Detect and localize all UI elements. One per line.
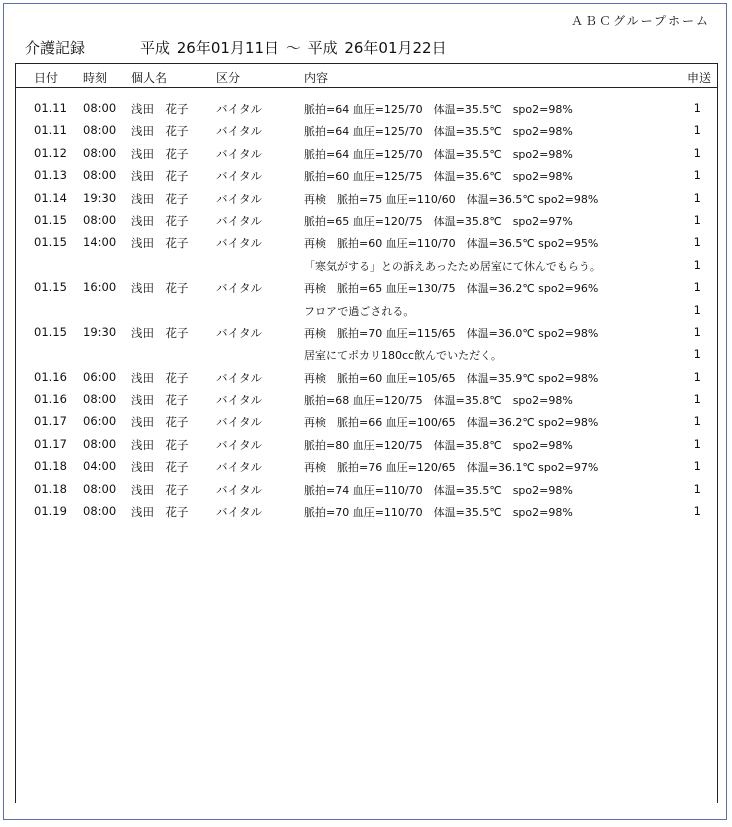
table-row xyxy=(16,97,717,119)
record-content: 再検 脈拍=70 血圧=115/65 体温=36.0℃ spo2=98% xyxy=(304,326,599,340)
record-time: 08:00 xyxy=(83,481,117,496)
record-time: 08:00 xyxy=(83,436,117,451)
record-name: 浅田 花子 xyxy=(131,146,189,161)
record-time: 08:00 xyxy=(83,123,117,138)
record-date: 01.19 xyxy=(34,504,67,519)
record-time: 08:00 xyxy=(83,212,117,227)
record-category: バイタル xyxy=(216,437,262,452)
record-time: 19:30 xyxy=(83,324,117,339)
record-name: 浅田 花子 xyxy=(131,482,189,497)
table-row xyxy=(16,164,717,186)
record-report-flag: 1 xyxy=(693,369,701,384)
record-category: バイタル xyxy=(216,146,262,161)
record-date: 01.13 xyxy=(34,168,67,183)
table-row xyxy=(16,299,717,321)
column-header-report: 申送 xyxy=(686,71,711,85)
record-date: 01.14 xyxy=(34,190,67,205)
record-report-flag: 1 xyxy=(693,212,701,227)
record-category: バイタル xyxy=(216,393,262,408)
record-report-flag: 1 xyxy=(693,235,701,250)
record-category: バイタル xyxy=(216,505,262,520)
table-row xyxy=(16,254,717,276)
record-time: 08:00 xyxy=(83,504,117,519)
record-category: バイタル xyxy=(216,169,262,184)
record-content: 脈拍=80 血圧=120/75 体温=35.8℃ spo2=98% xyxy=(304,438,573,452)
table-body xyxy=(16,97,717,522)
record-content: 再検 脈拍=60 血圧=110/70 体温=36.5℃ spo2=95% xyxy=(304,237,599,251)
record-report-flag: 1 xyxy=(693,481,701,496)
record-time: 06:00 xyxy=(83,369,117,384)
record-date: 01.18 xyxy=(34,459,67,474)
record-category: バイタル xyxy=(216,370,262,385)
record-report-flag: 1 xyxy=(693,145,701,160)
record-category: バイタル xyxy=(216,191,262,206)
record-content: 再検 脈拍=75 血圧=110/60 体温=36.5℃ spo2=98% xyxy=(304,192,599,206)
record-name: 浅田 花子 xyxy=(131,236,189,251)
record-content: 脈拍=74 血圧=110/70 体温=35.5℃ spo2=98% xyxy=(304,483,573,497)
record-content: 脈拍=70 血圧=110/70 体温=35.5℃ spo2=98% xyxy=(304,506,573,520)
record-name: 浅田 花子 xyxy=(131,437,189,452)
record-time: 14:00 xyxy=(83,235,117,250)
column-header-content: 内容 xyxy=(304,71,329,85)
record-time: 04:00 xyxy=(83,459,117,474)
record-name: 浅田 花子 xyxy=(131,169,189,184)
record-time: 08:00 xyxy=(83,168,117,183)
record-date: 01.18 xyxy=(34,481,67,496)
column-header-category: 区分 xyxy=(216,71,241,85)
column-header-time: 時刻 xyxy=(83,71,108,85)
record-content: 再検 脈拍=60 血圧=105/65 体温=35.9℃ spo2=98% xyxy=(304,371,599,385)
record-category: バイタル xyxy=(216,124,262,139)
organization-name: ＡＢＣグループホーム xyxy=(570,14,710,28)
record-content: フロアで過ごされる。 xyxy=(304,304,415,318)
record-name: 浅田 花子 xyxy=(131,370,189,385)
record-name: 浅田 花子 xyxy=(131,124,189,139)
record-report-flag: 1 xyxy=(693,302,701,317)
record-time: 08:00 xyxy=(83,145,117,160)
record-category: バイタル xyxy=(216,236,262,251)
record-report-flag: 1 xyxy=(693,414,701,429)
record-category: バイタル xyxy=(216,281,262,296)
record-name: 浅田 花子 xyxy=(131,393,189,408)
record-content: 脈拍=64 血圧=125/70 体温=35.5℃ spo2=98% xyxy=(304,147,573,161)
table-row xyxy=(16,142,717,164)
record-name: 浅田 花子 xyxy=(131,325,189,340)
table-row xyxy=(16,366,717,388)
record-content: 脈拍=68 血圧=120/75 体温=35.8℃ spo2=98% xyxy=(304,394,573,408)
table-row xyxy=(16,500,717,522)
record-report-flag: 1 xyxy=(693,436,701,451)
table-row xyxy=(16,455,717,477)
record-category: バイタル xyxy=(216,415,262,430)
table-header xyxy=(16,64,717,88)
record-category: バイタル xyxy=(216,213,262,228)
record-date: 01.16 xyxy=(34,392,67,407)
record-time: 19:30 xyxy=(83,190,117,205)
record-report-flag: 1 xyxy=(693,257,701,272)
table-row xyxy=(16,187,717,209)
record-time: 08:00 xyxy=(83,392,117,407)
record-name: 浅田 花子 xyxy=(131,460,189,475)
record-report-flag: 1 xyxy=(693,190,701,205)
table-row xyxy=(16,433,717,455)
record-category: バイタル xyxy=(216,325,262,340)
record-report-flag: 1 xyxy=(693,168,701,183)
record-report-flag: 1 xyxy=(693,280,701,295)
record-content: 脈拍=64 血圧=125/70 体温=35.5℃ spo2=98% xyxy=(304,103,573,116)
record-name: 浅田 花子 xyxy=(131,213,189,228)
column-header-date: 日付 xyxy=(34,71,59,85)
record-content: 居室にてポカリ180cc飲んでいただく。 xyxy=(304,349,502,363)
table-row xyxy=(16,410,717,432)
record-time: 06:00 xyxy=(83,414,117,429)
record-content: 脈拍=65 血圧=120/75 体温=35.8℃ spo2=97% xyxy=(304,214,573,228)
table-row xyxy=(16,276,717,298)
record-date: 01.15 xyxy=(34,280,67,295)
record-date: 01.15 xyxy=(34,324,67,339)
table-row xyxy=(16,231,717,253)
record-report-flag: 1 xyxy=(693,347,701,362)
record-category: バイタル xyxy=(216,102,262,116)
record-name: 浅田 花子 xyxy=(131,102,189,116)
record-date: 01.17 xyxy=(34,414,67,429)
column-header-name: 個人名 xyxy=(131,71,168,85)
table-row xyxy=(16,343,717,365)
table-row xyxy=(16,209,717,231)
record-content: 再検 脈拍=65 血圧=130/75 体温=36.2℃ spo2=96% xyxy=(304,282,599,296)
table-row xyxy=(16,119,717,141)
record-name: 浅田 花子 xyxy=(131,505,189,520)
record-report-flag: 1 xyxy=(693,504,701,519)
record-time: 16:00 xyxy=(83,280,117,295)
table-row xyxy=(16,478,717,500)
record-date: 01.12 xyxy=(34,145,67,160)
record-content: 脈拍=64 血圧=125/70 体温=35.5℃ spo2=98% xyxy=(304,125,573,139)
record-report-flag: 1 xyxy=(693,324,701,339)
record-name: 浅田 花子 xyxy=(131,415,189,430)
record-name: 浅田 花子 xyxy=(131,191,189,206)
record-content: 脈拍=60 血圧=125/75 体温=35.6℃ spo2=98% xyxy=(304,170,573,184)
record-date: 01.15 xyxy=(34,235,67,250)
record-content: 再検 脈拍=76 血圧=120/65 体温=36.1℃ spo2=97% xyxy=(304,461,599,475)
record-category: バイタル xyxy=(216,460,262,475)
record-date: 01.11 xyxy=(34,123,67,138)
record-report-flag: 1 xyxy=(693,459,701,474)
record-date: 01.17 xyxy=(34,436,67,451)
record-content: 「寒気がする」との訴えあったため居室にて休んでもらう。 xyxy=(304,259,601,273)
record-category: バイタル xyxy=(216,482,262,497)
record-name: 浅田 花子 xyxy=(131,281,189,296)
record-date: 01.16 xyxy=(34,369,67,384)
table-row xyxy=(16,321,717,343)
record-time: 08:00 xyxy=(83,101,117,115)
table-row xyxy=(16,388,717,410)
report-title: 介護記録 xyxy=(25,39,86,57)
care-record-table xyxy=(15,63,718,803)
record-content: 再検 脈拍=66 血圧=100/65 体温=36.2℃ spo2=98% xyxy=(304,416,599,430)
record-report-flag: 1 xyxy=(693,101,701,115)
record-date: 01.11 xyxy=(34,101,67,115)
record-report-flag: 1 xyxy=(693,392,701,407)
report-period: 平成 26年01月11日 ～ 平成 26年01月22日 xyxy=(140,39,447,57)
record-report-flag: 1 xyxy=(693,123,701,138)
record-date: 01.15 xyxy=(34,212,67,227)
